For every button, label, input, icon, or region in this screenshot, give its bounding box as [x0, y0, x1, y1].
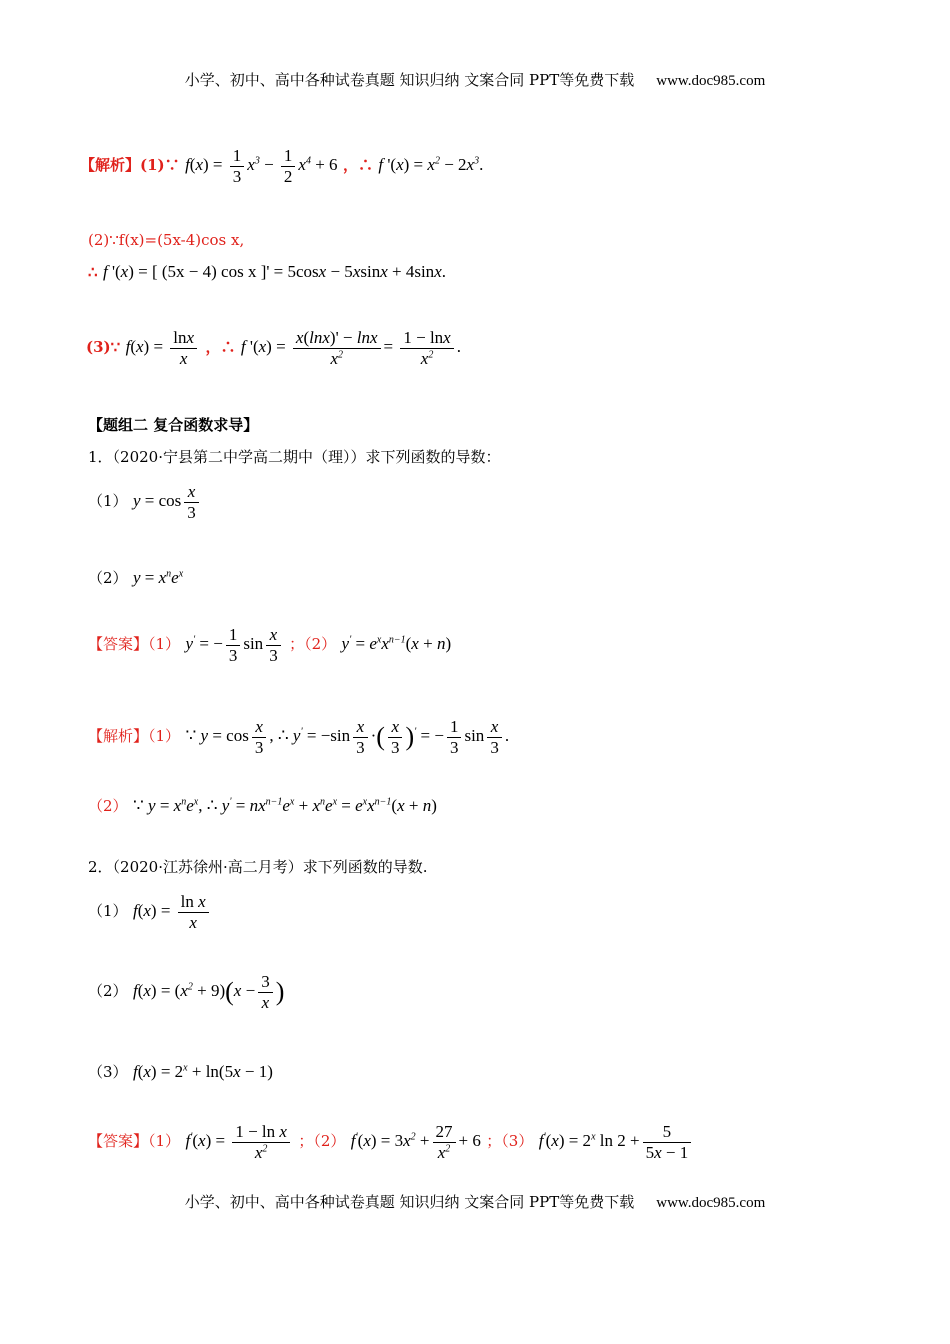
q1-answer-1-label: （1）: [148, 634, 181, 653]
q1-item-2: （2） $y = x^ne^x$: [88, 568, 184, 587]
part-2-derivative: ∴ f '(x) = [ (5x − 4) cos x ]' = 5cosx − 5xsinx + 4sinx.: [88, 262, 446, 281]
q2-answer: 【答案】（1） f'(x) = $\frac{\text{1 − ln x}}{x^2}$ ；（2） $f'(x) = 3x^2$ + $\frac{27}{x^2}$ + 6 ；（3） $f'(x) = 2^x$ ln 2 + $\frac{5}{5x - 1}$: [88, 1122, 694, 1162]
q2-answer-1-label: （1）: [148, 1131, 181, 1150]
q1-answer-sep: ；（2）: [289, 634, 337, 653]
part-2-given: (2)∵f(x)=(5x-4)cos x,: [88, 231, 245, 249]
analysis-tag-2: 【解析】: [88, 726, 149, 745]
q1-analysis-1-label: （1）: [148, 726, 181, 745]
question-1-stem: 1．（2020·宁县第二中学高二期中（理））求下列函数的导数：: [88, 448, 501, 466]
part-3-sep: ，∴: [205, 337, 236, 356]
q2-item-3-label: （3）: [88, 1063, 128, 1081]
q1-answer: 【答案】（1） y' = − $\frac{1}{3}$ sin $\frac{x}{3}$ ；（2） $y' = e^xx^{n-1}(x + n)$: [88, 625, 452, 665]
q1-item-1-label: （1）: [88, 491, 128, 510]
question-2-stem: 2．（2020·江苏徐州·高二月考）求下列函数的导数.: [88, 858, 428, 876]
therefore-sep: ，∴: [342, 155, 373, 174]
group-2-title: 【题组二 复合函数求导】: [88, 416, 259, 434]
q2-item-1: （1） f(x) = $\frac{\text{ln x}}{x}$: [88, 892, 212, 932]
q2-item-2: （2） $f(x) = (x^2 + 9)(x$ − $\frac{3}{x}$ ): [88, 972, 285, 1012]
part-1-label: (1)∵: [140, 155, 180, 174]
q2-item-2-label: （2）: [88, 981, 128, 1000]
q2-item-1-label: （1）: [88, 901, 128, 920]
footer-site[interactable]: www.doc985.com: [656, 1195, 766, 1211]
equation-f-prime: f '$(x) = x^2 - 2x^3$.: [378, 154, 484, 174]
page-footer: [0, 1191, 950, 1212]
analysis-tag: 【解析】: [80, 155, 141, 174]
therefore-symbol: ∴: [88, 263, 98, 281]
solution-1-line: [80, 146, 483, 186]
q1-analysis-1: 【解析】（1） ∵ y = cos $\frac{x}{3}$ , ∴ y' = −sin $\frac{x}{3}$ ·( $\frac{x}{3}$ )' = − $\frac{1}{3}$ sin $\frac{x}{3}$ .: [88, 717, 510, 757]
q2-item-3: （3） $f(x) = 2^x + \ln(5x - 1)$: [88, 1062, 273, 1081]
q1-analysis-2-label: （2）: [88, 797, 128, 815]
header-text: 小学、初中、高中各种试卷真题 知识归纳 文案合同 PPT等免费下载: [184, 71, 635, 89]
q2-answer-2-label: ；（2）: [298, 1131, 346, 1150]
page-header: [0, 69, 950, 90]
answer-tag: 【答案】: [88, 634, 149, 653]
part-3-label: (3)∵: [86, 337, 121, 356]
q1-item-1: （1） y = cos $\frac{x}{3}$: [88, 482, 202, 522]
q1-item-2-label: （2）: [88, 569, 128, 587]
q2-answer-3-label: ；（3）: [486, 1131, 534, 1150]
answer-tag-2: 【答案】: [88, 1131, 149, 1150]
footer-text: 小学、初中、高中各种试卷真题 知识归纳 文案合同 PPT等免费下载: [184, 1193, 635, 1211]
q1-analysis-2: （2） ∵ $y = x^ne^x$, ∴ $y' = nx^{n-1}e^x + x^ne^x = e^xx^{n-1}(x + n)$: [88, 796, 437, 815]
header-site[interactable]: www.doc985.com: [656, 73, 766, 89]
equation-f-def: f(x) = $\frac{1}{3}$ $x^3$ − $\frac{1}{2}$ $x^4 + 6$: [185, 146, 338, 186]
part-3-line: (3)∵ f(x) = $\frac{\ln x}{x}$ ，∴ f '(x) = $\frac{x(\ln x)' - \ln x}{x^2}$ = $\frac{1 - \ln x}{x^2}$ .: [86, 328, 461, 368]
